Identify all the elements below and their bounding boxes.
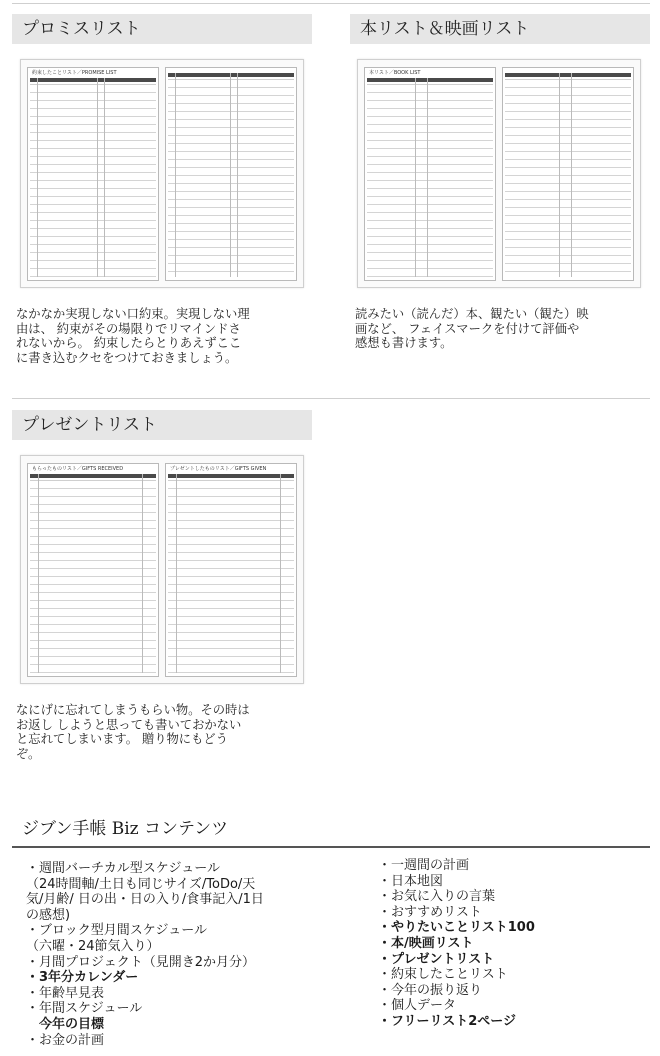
promise-page-right	[165, 67, 297, 281]
contents-list-item: ・週間バーチカル型スケジュール	[26, 861, 220, 876]
contents-list-right	[378, 858, 535, 1030]
book-page-right	[502, 67, 634, 281]
page-columns	[30, 78, 156, 277]
present-page-title-left: もらったものリスト／GIFTS RECEIVED	[32, 466, 124, 472]
contents-list-item: ・日本地図	[378, 873, 444, 889]
contents-list-item: ・約束したことリスト	[378, 967, 508, 983]
contents-list-item: （24時間軸/土日も同じサイズ/ToDo/天	[26, 876, 256, 892]
contents-list-item: ・3年分カレンダー	[26, 970, 139, 986]
contents-title: ジブン手帳 Biz コンテンツ	[22, 819, 229, 839]
contents-list-item: ・おすすめリスト	[378, 904, 482, 920]
promise-page-title: 約束したことリスト／PROMISE LIST	[32, 70, 117, 76]
contents-list-item: ・やりたいことリスト100	[378, 920, 535, 936]
top-divider	[12, 3, 650, 4]
contents-list-item: 気/月齢/ 日の出・日の入り/食事記入/1日	[26, 892, 264, 908]
contents-list-item: ・プレゼントリスト	[378, 951, 495, 967]
page-columns	[30, 474, 156, 673]
page-columns	[168, 474, 294, 673]
contents-list-item: の感想)	[26, 907, 71, 923]
book-description: 読みたい（読んだ）本、観たい（観た）映 画など、 フェイスマークを付けて評価や 感想も書けます。	[355, 307, 589, 350]
promise-list-thumbnail	[20, 59, 304, 288]
contents-list-item: ・月間プロジェクト（見開き2か月分）	[26, 954, 256, 970]
contents-list-item: ・個人データ	[378, 998, 457, 1014]
section-title-promise: プロミスリスト	[12, 14, 312, 44]
present-description: なにげに忘れてしまうもらい物。その時は お返し しようと思っても書いておかない と忘れてしまいます。 贈り物にもどう ぞ。	[16, 703, 250, 761]
section-title-book: 本リスト＆映画リスト	[350, 14, 650, 44]
section-divider	[12, 398, 650, 399]
book-list-thumbnail	[357, 59, 641, 288]
contents-list-item: ・フリーリスト2ページ	[378, 1013, 517, 1029]
contents-list-item: （六曜・24節気入り）	[26, 938, 160, 954]
promise-description: なかなか実現しない口約束。実現しない理 由は、 約束がその場限りでリマインドさ れないから。 約束したらとりあえずここ に書き込むクセをつけておきましょう。	[16, 307, 250, 365]
contents-list-item: ・年間スケジュール	[26, 1001, 143, 1017]
contents-list-left	[26, 861, 264, 1048]
book-page-title: 本リスト／BOOK LIST	[369, 70, 421, 76]
book-page-left	[364, 67, 496, 281]
contents-list-item: ・お金の計画	[26, 1032, 105, 1048]
page-columns	[168, 73, 294, 277]
present-list-thumbnail	[20, 455, 304, 684]
contents-list-item: ・一週間の計画	[378, 858, 470, 873]
page-columns	[505, 73, 631, 277]
present-page-right	[165, 463, 297, 677]
present-page-title-right: プレゼントしたものリスト／GIFTS GIVEN	[170, 466, 267, 472]
contents-list-item: ・年齢早見表	[26, 985, 105, 1001]
contents-list-item: ・ブロック型月間スケジュール	[26, 923, 207, 939]
page-columns	[367, 78, 493, 277]
promise-page-left	[27, 67, 159, 281]
contents-divider	[12, 846, 650, 848]
present-page-left	[27, 463, 159, 677]
contents-list-item: ・今年の振り返り	[378, 982, 483, 998]
section-title-present: プレゼントリスト	[12, 410, 312, 440]
contents-list-item: ・お気に入りの言葉	[378, 889, 496, 905]
contents-list-item: 今年の目標	[26, 1016, 105, 1032]
contents-list-item: ・本/映画リスト	[378, 935, 474, 951]
